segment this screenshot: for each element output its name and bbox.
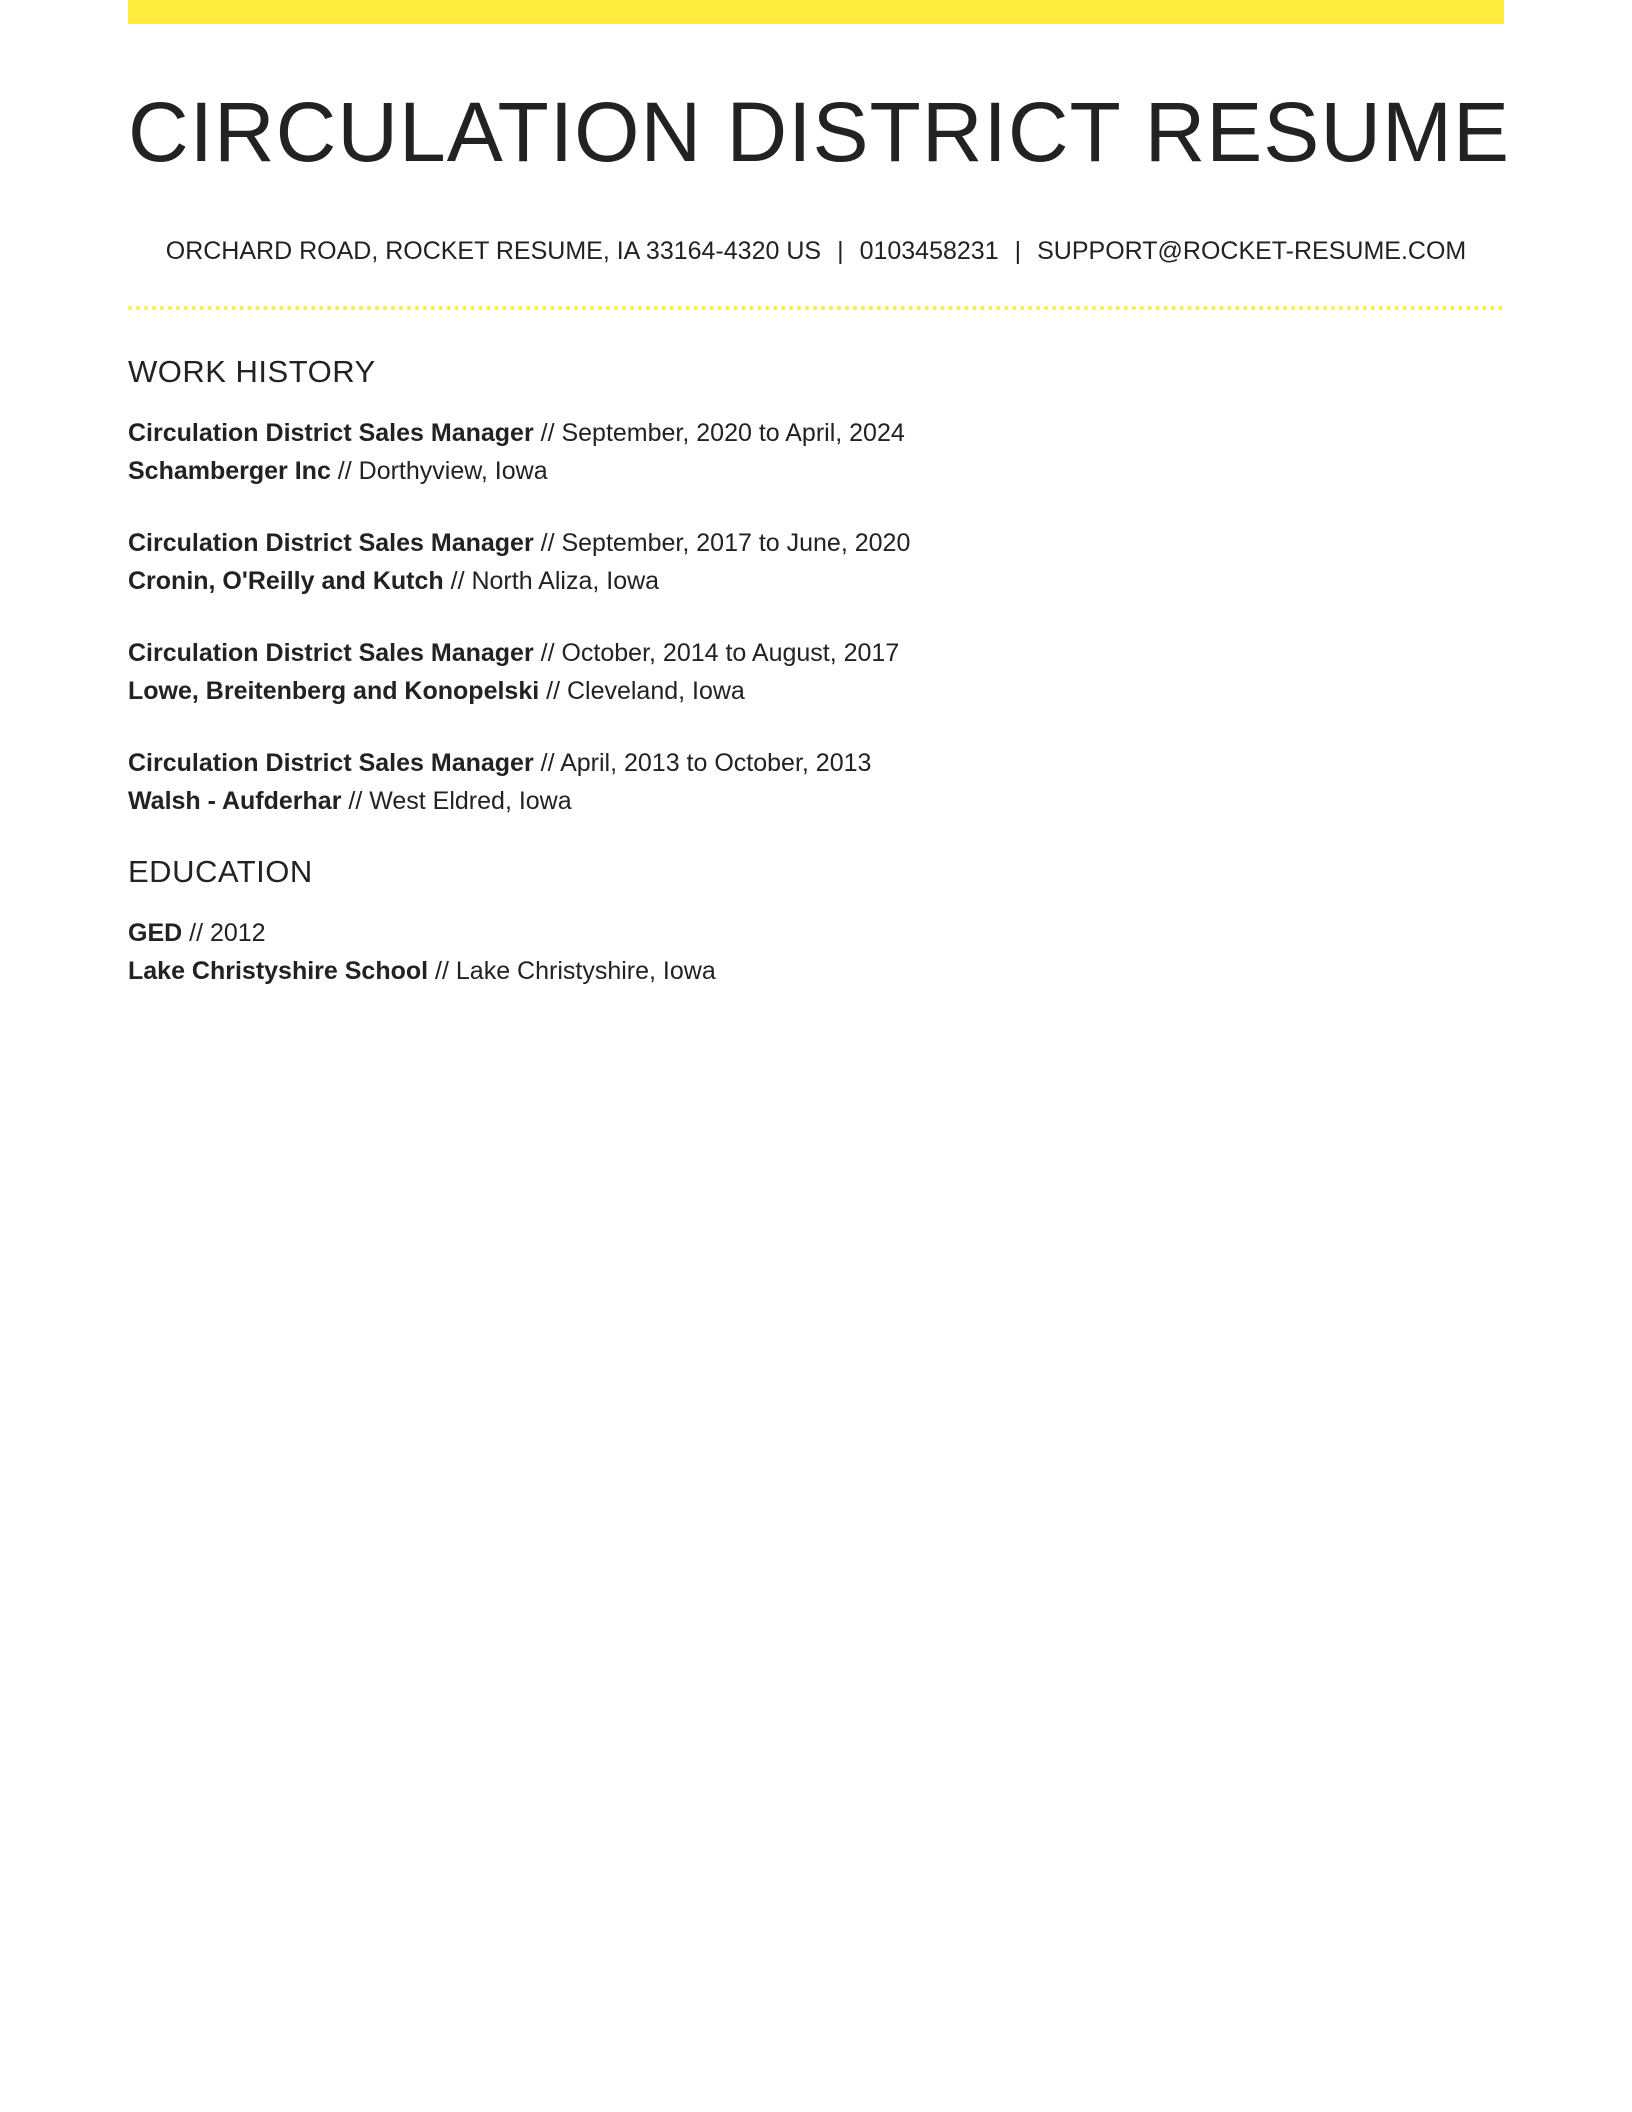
dotted-divider — [128, 306, 1504, 310]
education-entry — [128, 914, 1504, 990]
contact-line — [128, 234, 1504, 268]
work-entry-title-line — [128, 744, 1504, 782]
work-entry — [128, 414, 1504, 490]
company-name: Lowe, Breitenberg and Konopelski — [128, 677, 540, 705]
contact-separator: | — [837, 237, 844, 265]
work-entry — [128, 634, 1504, 710]
job-dates: // October, 2014 to August, 2017 — [533, 639, 900, 667]
work-entry-company-line — [128, 782, 1504, 820]
work-history-list — [128, 414, 1504, 820]
resume-page — [128, 0, 1510, 990]
company-name: Walsh - Aufderhar — [128, 787, 342, 815]
education-section — [128, 852, 1504, 990]
work-entry-title-line — [128, 414, 1504, 452]
education-degree-line — [128, 914, 1504, 952]
company-name: Cronin, O'Reilly and Kutch — [128, 567, 444, 595]
company-location: // North Aliza, Iowa — [443, 567, 660, 595]
work-entry-company-line — [128, 672, 1504, 710]
work-history-heading: WORK HISTORY — [128, 354, 376, 389]
job-title: Circulation District Sales Manager — [128, 639, 534, 667]
company-name: Schamberger Inc — [128, 457, 331, 485]
contact-address: ORCHARD ROAD, ROCKET RESUME, IA 33164-4320 US — [165, 237, 822, 265]
contact-phone: 0103458231 — [859, 237, 999, 265]
education-school-line — [128, 952, 1504, 990]
work-entry — [128, 524, 1504, 600]
job-title: Circulation District Sales Manager — [128, 529, 534, 557]
work-entry-company-line — [128, 452, 1504, 490]
job-dates: // September, 2020 to April, 2024 — [533, 419, 905, 447]
work-entry-company-line — [128, 562, 1504, 600]
degree-name: GED — [128, 919, 183, 947]
job-dates: // September, 2017 to June, 2020 — [533, 529, 911, 557]
contact-separator: | — [1014, 237, 1022, 265]
education-heading: EDUCATION — [128, 854, 313, 889]
top-accent-bar — [128, 0, 1504, 24]
work-entry-title-line — [128, 524, 1504, 562]
company-location: // Dorthyview, Iowa — [330, 457, 548, 485]
school-name: Lake Christyshire School — [128, 957, 429, 985]
work-history-section — [128, 352, 1504, 820]
job-dates: // April, 2013 to October, 2013 — [533, 749, 872, 777]
job-title: Circulation District Sales Manager — [128, 419, 534, 447]
company-location: // West Eldred, Iowa — [341, 787, 572, 815]
contact-email: SUPPORT@ROCKET-RESUME.COM — [1037, 237, 1467, 265]
job-title: Circulation District Sales Manager — [128, 749, 534, 777]
work-entry — [128, 744, 1504, 820]
resume-title: CIRCULATION DISTRICT RESUME — [128, 85, 1510, 179]
education-list — [128, 914, 1504, 990]
company-location: // Cleveland, Iowa — [539, 677, 745, 705]
work-entry-title-line — [128, 634, 1504, 672]
school-location: // Lake Christyshire, Iowa — [428, 957, 716, 985]
degree-year: // 2012 — [182, 919, 266, 947]
